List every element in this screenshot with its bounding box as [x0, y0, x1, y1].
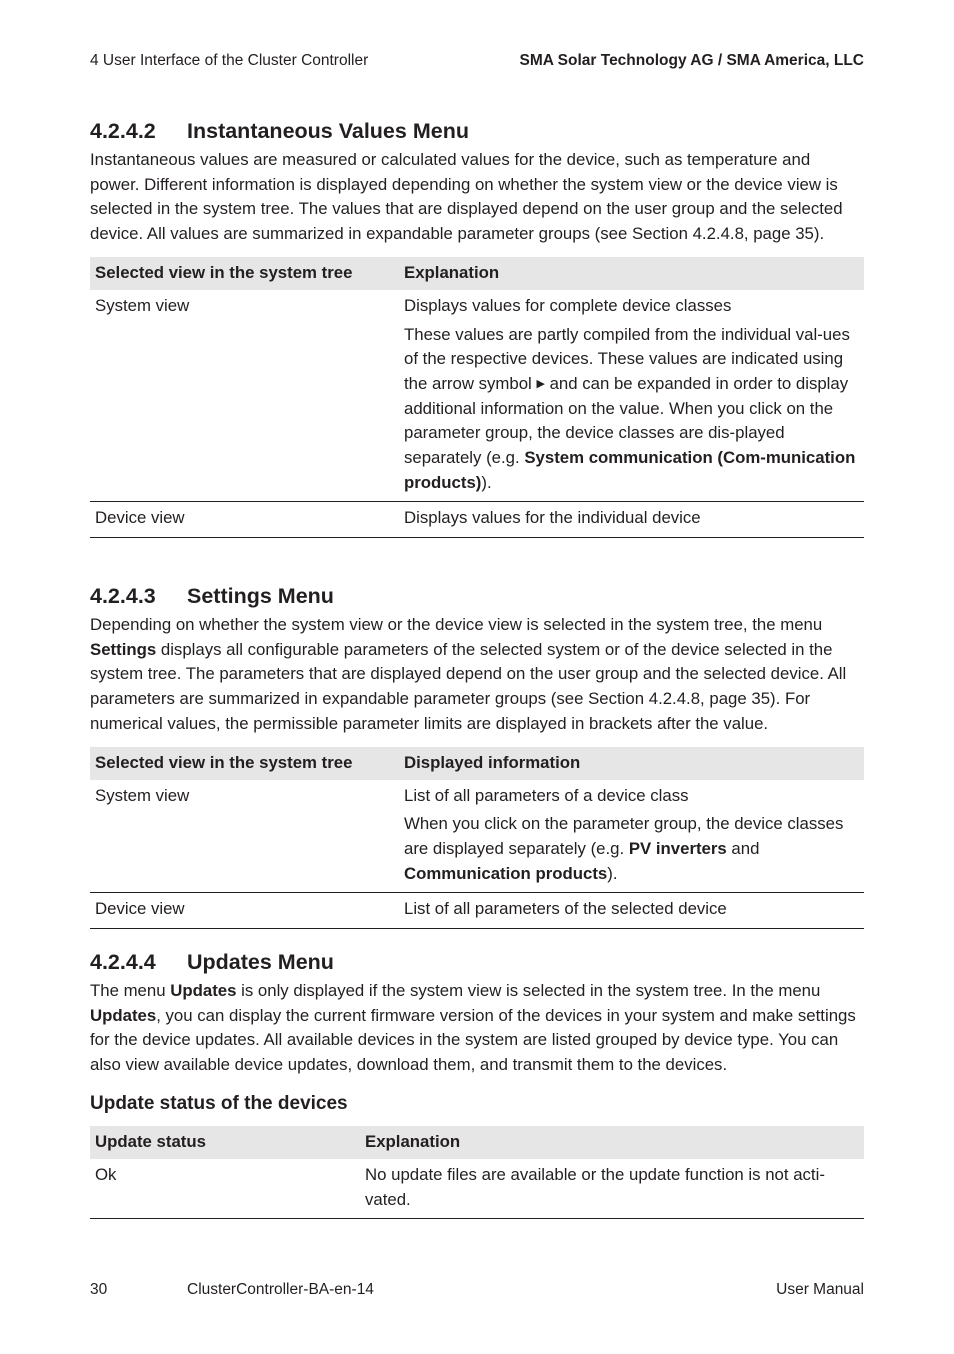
section-instantaneous-values — [90, 116, 864, 538]
explanation-text: ). — [481, 472, 492, 492]
table-cell-view: System view — [90, 780, 399, 893]
section-number: 4.2.4.3 — [90, 584, 156, 608]
footer-page-number: 30 — [90, 1281, 108, 1298]
section-title: Settings Menu — [187, 584, 334, 608]
table-row — [90, 290, 864, 502]
arrow-right-icon: ▶ — [536, 377, 545, 390]
table-cell-information: List of all parameters of the selected device — [399, 893, 864, 929]
table-row — [90, 1159, 864, 1219]
table-row — [90, 502, 864, 538]
footer-document-type: User Manual — [776, 1281, 864, 1298]
subheading-update-status: Update status of the devices — [90, 1092, 348, 1114]
section-intro — [90, 613, 864, 737]
table-cell-view: System view — [90, 290, 399, 502]
explanation-emphasis: System communication (Com-munication products) — [404, 448, 856, 492]
section-intro — [90, 979, 864, 1078]
table-cell-view: Device view — [90, 893, 399, 929]
intro-text: The menu — [90, 981, 171, 1000]
information-text: ). — [607, 863, 618, 883]
table-cell-explanation: Displays values for the individual device — [399, 502, 864, 538]
table-row — [90, 780, 864, 893]
update-status-table — [90, 1126, 864, 1219]
intro-text: , you can display the current firmware version of the devices in your system and make settings for the device updates. All available devices in the system are listed grouped by device type. You can also view available device updates, download them, and transmit them to the devices. — [90, 1005, 856, 1075]
table-header-explanation: Explanation — [360, 1126, 864, 1159]
explanation-text: These values are partly compiled from the individual val-ues of the respective devices. These values are indicated using the arrow symbol — [404, 324, 850, 393]
information-line: List of all parameters of a device class — [404, 785, 689, 805]
table-row — [90, 893, 864, 929]
table-header-explanation: Explanation — [399, 257, 864, 290]
table-cell-information — [399, 780, 864, 893]
section-number: 4.2.4.2 — [90, 119, 156, 143]
explanation-paragraph — [404, 323, 859, 496]
information-paragraph — [404, 812, 859, 886]
intro-text: displays all configurable parameters of the selected system or of the device selected in the system tree. The parameters that are displayed depend on the user group and the selected device. All parameters are summarized in expandable parameter groups (see Section 4.2.4.8, page 35). For numerical values, the permissible parameter limits are displayed in brackets after the value. — [90, 639, 847, 733]
section-updates-menu — [90, 947, 864, 1219]
table-header-row — [90, 257, 864, 290]
section-heading — [90, 116, 864, 146]
table-header-status: Update status — [90, 1126, 360, 1159]
section-title: Instantaneous Values Menu — [187, 119, 469, 143]
information-text: and — [726, 838, 760, 858]
intro-emphasis: Settings — [90, 639, 157, 659]
footer-document-id: ClusterController-BA-en-14 — [187, 1281, 374, 1298]
table-header-row — [90, 747, 864, 780]
information-text: When you click on the parameter group, the device classes are displayed separately (e.g. — [404, 814, 844, 858]
table-header-view: Selected view in the system tree — [90, 747, 399, 780]
information-emphasis: PV inverters — [628, 838, 727, 858]
settings-table — [90, 747, 864, 930]
intro-text: Depending on whether the system view or the device view is selected in the system tree, the menu — [90, 615, 823, 634]
table-cell-explanation — [399, 290, 864, 502]
intro-emphasis: Updates — [90, 1005, 157, 1025]
explanation-line: Displays values for complete device classes — [404, 295, 732, 315]
table-header-view: Selected view in the system tree — [90, 257, 399, 290]
section-title: Updates Menu — [187, 950, 334, 974]
section-number: 4.2.4.4 — [90, 950, 156, 974]
information-emphasis: Communication products — [404, 863, 608, 883]
table-cell-view: Device view — [90, 502, 399, 538]
section-settings-menu — [90, 581, 864, 929]
intro-emphasis: Updates — [170, 981, 237, 1000]
table-header-row — [90, 1126, 864, 1159]
running-header-company: SMA Solar Technology AG / SMA America, LLC — [519, 52, 864, 69]
explanation-text: and can be expanded in order to display additional information on the value. When you click on the parameter group, the device classes are dis-played separately (e.g. — [404, 373, 849, 468]
table-cell-explanation: No update files are available or the update function is not acti-vated. — [360, 1159, 864, 1219]
section-heading — [90, 581, 864, 611]
intro-text: is only displayed if the system view is selected in the system tree. In the menu — [236, 981, 821, 1000]
running-header-chapter: 4 User Interface of the Cluster Controller — [90, 52, 369, 69]
instantaneous-values-table — [90, 257, 864, 538]
table-header-information: Displayed information — [399, 747, 864, 780]
section-intro: Instantaneous values are measured or calculated values for the device, such as temperature and power. Different information is displayed depending on whether the system view or the device view is selected in the system tree. The values that are displayed depend on the user group and the selected device. All values are summarized in expandable parameter groups (see Section 4.2.4.8, page 35). — [90, 150, 843, 244]
table-cell-status: Ok — [90, 1159, 360, 1219]
section-heading — [90, 947, 864, 977]
